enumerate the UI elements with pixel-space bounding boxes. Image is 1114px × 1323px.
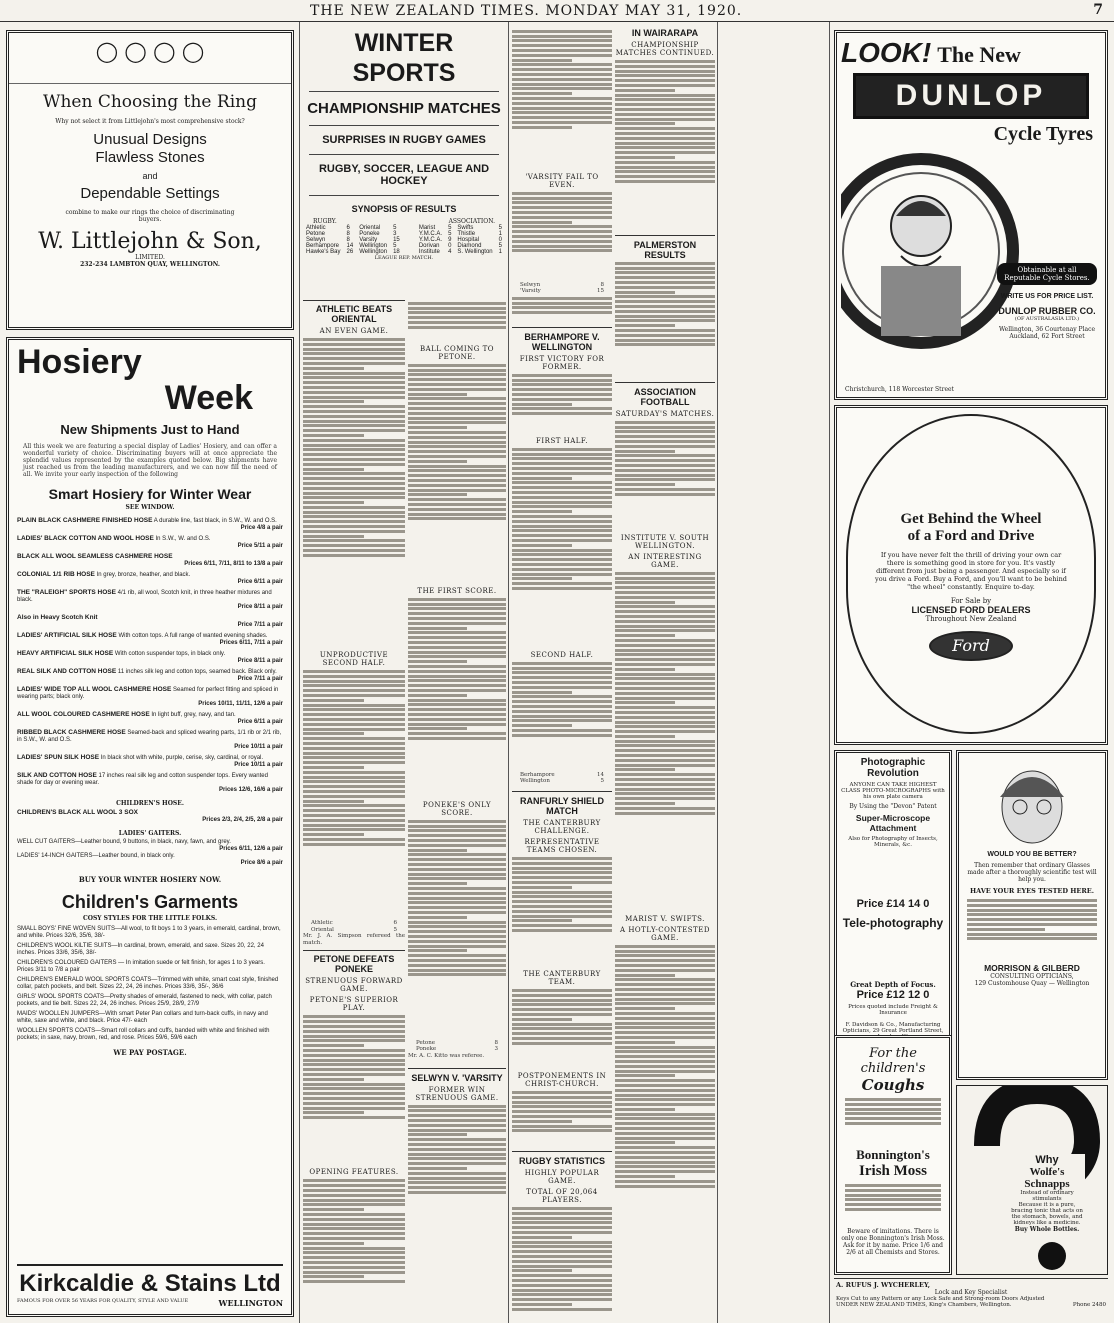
moss-brand-1: Bonnington's	[856, 1147, 930, 1162]
selwyn-final: Selwyn	[520, 281, 541, 288]
masthead	[0, 0, 1114, 22]
hosiery-item-desc: With cotton suspender tops, in black only.	[114, 651, 226, 657]
hosiery-item-desc: Seamed for perfect fitting and spliced in wearing parts; black only.	[17, 687, 279, 700]
body-text-block	[615, 572, 715, 912]
garment-item: MAIDS' WOOLLEN JUMPERS—With smart Peter Pan collars and turn-back cuffs, in navy and white, saxe and white, and black. Price 47/- each	[17, 1011, 268, 1024]
dunlop-addr-3: Auckland, 62 Fort Street	[1009, 333, 1085, 340]
result-cell: 5	[498, 243, 502, 249]
varsity-final: 'Varsity	[520, 288, 541, 295]
selwyn-sub: FORMER WIN STRENUOUS GAME.	[415, 1085, 499, 1102]
moss-tail: Beware of imitations. There is only one Bonnington's Irish Moss. Ask for it by name. Price 1/6 and 2/6 at all Chemists and Stores.	[841, 1228, 945, 1256]
dunlop-brand: DUNLOP	[853, 73, 1089, 119]
garment-item: WOOLLEN SPORTS COATS—Smart roll collars and cuffs, banded with white and finished with pockets; in saxe, navy, brown, red, and rose. Prices 59/6, 59/6 each	[17, 1028, 270, 1041]
hosiery-item	[17, 650, 283, 665]
locksmith-ad	[834, 1278, 1108, 1322]
result-cell: Oriental	[359, 225, 381, 231]
hosiery-item-name: LADIES' BLACK COTTON AND WOOL HOSE	[17, 535, 154, 542]
woman-portrait-illustration	[972, 757, 1092, 847]
page-number: 7	[1093, 2, 1104, 18]
schnapps-why: Why	[1035, 1154, 1059, 1166]
hosiery-item-price: Price 8/11 a pair	[237, 604, 283, 610]
hosiery-item	[17, 729, 283, 751]
result-cell: 8	[346, 237, 350, 243]
body-text-block	[615, 262, 715, 382]
ford-ad	[834, 405, 1108, 745]
winter-sports-title: WINTER SPORTS	[352, 29, 456, 87]
poneke-only-heading: PONEKE'S ONLY SCORE.	[422, 800, 492, 817]
body-text-block	[303, 670, 405, 920]
schnapps-because: Because it is a pure, bracing tonic that acts on the stomach, bowels, and kidneys like a medicine.	[1011, 1202, 1083, 1226]
store-tag: FAMOUS FOR OVER 56 YEARS FOR QUALITY, STYLE AND VALUE	[17, 1298, 189, 1304]
ring-line-4: Dependable Settings	[80, 185, 220, 202]
sports-column-a	[303, 300, 405, 1320]
result-cell: Selwyn	[306, 237, 326, 243]
glasses-ad	[956, 750, 1108, 1080]
hosiery-item	[17, 517, 283, 532]
ford-for-sale: For Sale by	[950, 597, 992, 605]
hosiery-week: Week	[164, 379, 253, 417]
result-cell: 5	[448, 231, 452, 237]
result-cell: Berhampore	[306, 243, 340, 249]
hosiery-item-desc: In S.W., W. and O.S.	[155, 536, 211, 542]
photo-price-1: Price £14 14 0	[856, 898, 930, 910]
berhampore-title: BERHAMPORE V. WELLINGTON	[512, 327, 612, 352]
result-cell: Y.M.C.A.	[418, 237, 443, 243]
moss-coughs: Coughs	[861, 1076, 925, 1094]
stats-title: RUGBY STATISTICS	[512, 1151, 612, 1166]
ball-coming-heading: BALL COMING TO PETONE.	[419, 344, 495, 361]
hosiery-item-desc: In light buff, grey, navy, and tan.	[151, 712, 236, 718]
hosiery-item-price: Price 4/8 a pair	[240, 525, 283, 531]
gaiter-2: LADIES' 14-INCH GAITERS—Leather bound, in black only.	[17, 853, 175, 859]
wairarapa-sub: CHAMPIONSHIP MATCHES CONTINUED.	[615, 41, 715, 57]
body-text-block	[512, 1207, 612, 1320]
body-text-block	[303, 1015, 405, 1165]
first-score-heading: THE FIRST SCORE.	[417, 586, 497, 595]
hosiery-item	[17, 754, 283, 769]
glasses-eyes: HAVE YOUR EYES TESTED HERE.	[969, 887, 1094, 895]
photo-using: By Using the "Devon" Patent	[849, 803, 937, 810]
hosiery-item-price: Price 10/11 a pair	[234, 762, 283, 768]
result-cell: 26	[346, 249, 354, 255]
hosiery-intro: All this week we are featuring a special display of Ladies' Hosiery, and can offer a wonderful variety of choice. Discriminating buyers will at once appreciate the splendid values represented by the examples quoted below. Big shipments have just reached us from the leading manufacturers, and we can now fill the need of all. We invite your early inspection of the following	[23, 443, 277, 478]
ford-h1: Get Behind the Wheel	[900, 511, 1042, 527]
assoc-results	[416, 225, 505, 255]
petone-final-score: 8	[494, 1039, 498, 1046]
ring-address: 232-234 LAMBTON QUAY, WELLINGTON.	[80, 261, 220, 268]
result-cell: 0	[498, 237, 502, 243]
locksmith-addr: UNDER NEW ZEALAND TIMES, King's Chambers, Wellington.	[836, 1302, 1012, 1308]
body-text-block	[512, 374, 612, 434]
hosiery-item-price: Price 6/11 a pair	[237, 579, 283, 585]
body-text-block	[967, 899, 1097, 959]
body-text-block	[512, 192, 612, 282]
body-text-block	[615, 421, 715, 531]
schnapps-ad	[956, 1085, 1108, 1275]
hosiery-item	[17, 589, 283, 611]
dunlop-addr-1: Christchurch, 118 Worcester Street	[845, 386, 954, 393]
hosiery-item	[17, 711, 283, 726]
hosiery-item-desc: 11 inches silk leg and cotton tops, seamed back. Black only.	[117, 669, 277, 675]
result-cell: Hospital	[457, 237, 480, 243]
varsity-fail-heading: 'VARSITY FAIL TO EVEN.	[525, 172, 599, 189]
dunlop-addr-2: Wellington, 36 Courtenay Place	[998, 326, 1095, 333]
dunlop-obtainable: Obtainable at all Reputable Cycle Stores.	[997, 263, 1097, 285]
garments-heading: Children's Garments	[61, 892, 239, 912]
result-cell: Hawke's Bay	[306, 249, 341, 255]
schnapps-wolfe: Wolfe's	[1029, 1166, 1065, 1178]
unproductive-heading: UNPRODUCTIVE SECOND HALF.	[319, 651, 389, 667]
hosiery-item-desc: Seamed-back and spliced wearing parts, 1/1 rib or 2/1 rib, in S.W., W. and O.S.	[17, 730, 282, 743]
photo-tele: Tele-photography	[842, 916, 944, 930]
ford-dealers: LICENSED FORD DEALERS	[911, 605, 1031, 615]
hosiery-item-desc: In grey, bronze, heather, and black.	[96, 572, 191, 578]
hosiery-item-price: Price 7/11 a pair	[237, 622, 283, 628]
result-cell: Petone	[306, 231, 326, 237]
locksmith-trade: Lock and Key Specialist	[934, 1289, 1008, 1296]
result-cell: Y.M.C.A.	[418, 231, 443, 237]
association-title: ASSOCIATION FOOTBALL	[615, 382, 715, 407]
photo-anyone: ANYONE CAN TAKE HIGHEST CLASS PHOTO-MICROGRAPHS with his own plate camera	[841, 782, 945, 800]
body-text-block	[408, 598, 506, 798]
childrens-item: CHILDREN'S BLACK ALL WOOL 3 SOX	[17, 809, 138, 816]
hosiery-item-desc: In black shot with white, purple, cerise, sky, cardinal, or royal.	[100, 755, 264, 761]
body-text-block	[303, 1179, 405, 1320]
result-cell: 14	[346, 243, 354, 249]
store-name: Kirkcaldie & Stains Ltd	[19, 1270, 281, 1297]
photo-attachment: Super-Microscope Attachment	[855, 813, 931, 833]
athletic-sub: AN EVEN GAME.	[319, 327, 389, 335]
hosiery-item-name: RIBBED BLACK CASHMERE HOSE	[17, 729, 126, 736]
result-cell: 3	[393, 231, 397, 237]
hosiery-title: Hosiery	[17, 343, 142, 381]
ring-line-3: and	[142, 171, 158, 181]
result-cell: 0	[448, 243, 452, 249]
wairarapa-title: IN WAIRARAPA	[631, 28, 699, 38]
hosiery-item-price: Prices 10/11, 11/11, 12/6 a pair	[198, 701, 283, 707]
hosiery-item-name: LADIES' SPUN SILK HOSE	[17, 754, 100, 761]
institute-heading: INSTITUTE V. SOUTH WELLINGTON.	[620, 533, 710, 550]
ring-firm: W. Littlejohn & Son,	[38, 229, 262, 254]
dunlop-company-sub: (OF AUSTRALASIA LTD.)	[1014, 316, 1080, 322]
hosiery-item-name: BLACK ALL WOOL SEAMLESS CASHMERE HOSE	[17, 553, 173, 560]
shipments-heading: New Shipments Just to Hand	[60, 422, 240, 437]
ford-body: If you have never felt the thrill of driving your own car there is something good in store for you. It's vastly different from just being a passenger. And especially so if you drive a Ford. Buy a Ford, and you'll want to be behind "the wheel" constantly. Enquire to-day.	[875, 551, 1067, 591]
sports-column-b	[408, 300, 506, 1320]
hosiery-item-name: COLONIAL 1/1 RIB HOSE	[17, 571, 95, 578]
body-text-block	[615, 60, 715, 235]
ring-limited: LIMITED.	[135, 254, 165, 261]
photo-price-2: Price £12 12 0	[856, 989, 930, 1001]
glasses-firm-sub: CONSULTING OPTICIANS,	[990, 973, 1074, 980]
masthead-title: THE NEW ZEALAND TIMES. MONDAY MAY 31, 1920.	[310, 3, 743, 19]
result-cell: Diamond	[457, 243, 482, 249]
result-cell: 5	[448, 225, 452, 231]
photo-also: Also for Photography of Insects, Minerals, &c.	[848, 836, 938, 848]
result-cell: 18	[393, 249, 400, 255]
gaiters-heading: LADIES' GAITERS.	[118, 830, 182, 837]
rugby-label: RUGBY.	[313, 218, 337, 225]
berhampore-sub: FIRST VICTORY FOR FORMER.	[519, 354, 605, 371]
photo-focus: Great Depth of Focus.	[850, 980, 936, 989]
garment-item: GIRLS' WOOL SPORTS COATS—Pretty shades of emerald, fastened to neck, with collar, patch pockets, and tie belt. Sizes 22, 24, 26 inches. Prices 25/9, 28/9, 27/9	[17, 994, 272, 1007]
stats-total: TOTAL OF 20,064 PLAYERS.	[526, 1187, 598, 1204]
referee-1: Mr. J. A. Simpson refereed the match.	[303, 933, 405, 946]
result-cell: Varsity	[359, 237, 378, 243]
second-half-heading: SECOND HALF.	[530, 650, 594, 659]
petone-title: PETONE DEFEATS PONEKE	[303, 950, 405, 974]
locksmith-name: A. RUFUS J. WYCHERLEY,	[836, 1281, 931, 1289]
hosiery-item-name: LADIES' WIDE TOP ALL WOOL CASHMERE HOSE	[17, 686, 172, 693]
varsity-final-score: 15	[597, 288, 604, 295]
garment-item: CHILDREN'S COLOURED GAITERS — In imitation suede or felt finish, for ages 1 to 3 years. Prices 3/11 to 7/8 a pair	[17, 960, 265, 973]
dunlop-write: WRITE US FOR PRICE LIST.	[1000, 293, 1094, 300]
hosiery-item-name: HEAVY ARTIFICIAL SILK HOSE	[17, 650, 114, 657]
petone-final: Petone	[416, 1039, 436, 1046]
moss-childrens: children's	[860, 1061, 926, 1076]
hosiery-item	[17, 614, 283, 629]
canterbury-heading: THE CANTERBURY TEAM.	[523, 969, 601, 986]
result-cell: Poneke	[359, 231, 380, 237]
palmerston-title: PALMERSTON RESULTS	[615, 235, 715, 260]
body-text-block	[845, 1098, 941, 1143]
sports-column-c	[512, 28, 612, 1320]
glasses-firm: MORRISON & GILBERD	[984, 963, 1080, 973]
pay-postage: WE PAY POSTAGE.	[113, 1048, 187, 1057]
childrens-hose-heading: CHILDREN'S HOSE.	[116, 800, 184, 807]
moss-for-the: For the	[869, 1046, 917, 1061]
hosiery-item-price: Price 6/11 a pair	[237, 719, 283, 725]
moss-brand-2: Irish Moss	[859, 1163, 927, 1179]
athletic-final-score: 6	[393, 920, 397, 926]
result-cell: Swifts	[457, 225, 474, 231]
ford-logo: Ford	[929, 631, 1013, 661]
photo-prices-note: Prices quoted include Freight & Insurance	[848, 1004, 938, 1016]
ranfurly-sub2: REPRESENTATIVE TEAMS CHOSEN.	[524, 837, 600, 854]
wellington-final-score: 5	[600, 778, 604, 785]
hosiery-item	[17, 686, 283, 708]
selwyn-title: SELWYN V. 'VARSITY	[408, 1068, 506, 1083]
hosiery-ad	[6, 337, 294, 1317]
photo-maker: F. Davidson & Co., Manufacturing Opticians, 29 Great Portland Street,	[842, 1022, 944, 1034]
buy-now: BUY YOUR WINTER HOSIERY NOW.	[78, 875, 222, 884]
saturdays-matches: SATURDAY'S MATCHES.	[615, 409, 715, 418]
hosiery-item	[17, 571, 283, 586]
body-text-block	[512, 857, 612, 967]
hosiery-item	[17, 632, 283, 647]
surprises-heading: SURPRISES IN RUGBY GAMES	[322, 134, 486, 146]
marist-sub: A HOTLY-CONTESTED GAME.	[620, 925, 710, 942]
ring-line-1: Unusual Designs	[93, 131, 207, 148]
body-text-block	[512, 297, 612, 327]
ranfurly-title: RANFURLY SHIELD MATCH	[512, 791, 612, 816]
hosiery-item-name: THE "RALEIGH" SPORTS HOSE	[17, 589, 116, 596]
ranfurly-sub: THE CANTERBURY CHALLENGE.	[523, 818, 601, 835]
hosiery-item-price: Price 10/11 a pair	[234, 744, 283, 750]
marist-heading: MARIST V. SWIFTS.	[625, 914, 705, 923]
locksmith-phone: Phone 2480	[1072, 1302, 1106, 1308]
dunlop-ad	[834, 30, 1108, 400]
result-cell: Athletic	[306, 225, 326, 231]
garment-item: CHILDREN'S WOOL KILTIE SUITS—In cardinal, brown, emerald, and saxe. Sizes 20, 22, 24 inches. Prices 33/6, 35/6, 38/-	[17, 943, 264, 956]
result-cell: 5	[498, 225, 502, 231]
body-text-block	[303, 338, 405, 648]
selwyn-final-score: 8	[600, 281, 604, 288]
result-cell: 15	[393, 237, 400, 243]
result-cell: 9	[448, 237, 452, 243]
berhampore-final: Berhampore	[520, 771, 555, 778]
hosiery-item-name: Also in Heavy Scotch Knit	[17, 614, 98, 621]
berhampore-final-score: 14	[597, 771, 604, 778]
hosiery-items	[17, 517, 283, 794]
hosiery-item-name: PLAIN BLACK CASHMERE FINISHED HOSE	[17, 517, 153, 524]
glasses-body: Then remember that ordinary Glasses made after a thoroughly scientific test will help you.	[967, 862, 1097, 883]
smart-hosiery-heading: Smart Hosiery for Winter Wear	[48, 486, 252, 502]
see-window: SEE WINDOW.	[125, 504, 175, 511]
result-cell: Marist	[418, 225, 436, 231]
result-cell: 5	[393, 225, 397, 231]
garment-items	[17, 926, 283, 1042]
poneke-final-score: 3	[494, 1046, 498, 1053]
championship-heading: CHAMPIONSHIP MATCHES	[307, 100, 501, 117]
codes-heading: RUGBY, SOCCER, LEAGUE AND HOCKEY	[318, 163, 490, 187]
result-cell: 5	[393, 243, 397, 249]
result-cell: Wellington	[359, 243, 388, 249]
childrens-price: Prices 2/3, 2/4, 2/5, 2/8 a pair	[202, 817, 283, 823]
glasses-headline: WOULD YOU BE BETTER?	[987, 851, 1077, 858]
photo-h1: Photographic Revolution	[860, 757, 926, 779]
result-cell: 8	[346, 231, 350, 237]
hosiery-item-price: Prices 12/6, 16/6 a pair	[218, 787, 283, 793]
assoc-label: ASSOCIATION.	[448, 218, 495, 225]
schnapps-instead: Instead of ordinary stimulants	[1020, 1190, 1074, 1202]
hosiery-item-price: Prices 6/11, 7/11, 8/11 to 13/8 a pair	[184, 561, 283, 567]
hosiery-item-desc: 17 inches real silk leg and cotton suspender tops. Every wanted shade for day or evening wear.	[17, 773, 268, 786]
ring-icon: ◯ ◯ ◯ ◯	[9, 33, 291, 84]
synopsis-heading: SYNOPSIS OF RESULTS	[351, 204, 457, 214]
ring-combine: combine to make our rings the choice of discriminating buyers.	[65, 209, 235, 223]
athletic-final: Athletic	[311, 920, 333, 926]
glasses-addr: 129 Customhouse Quay — Wellington	[974, 980, 1090, 987]
body-text-block	[512, 448, 612, 648]
garment-item: SMALL BOYS' FINE WOVEN SUITS—All wool, to fit boys 1 to 3 years, in emerald, cardinal, brown, and white. Prices 32/6, 35/6, 38/-	[17, 926, 281, 939]
result-cell: Wellington	[359, 249, 388, 255]
hosiery-item-name: REAL SILK AND COTTON HOSE	[17, 668, 117, 675]
body-text-block	[408, 1105, 506, 1235]
ford-throughout: Throughout New Zealand	[925, 615, 1017, 623]
petone-sub2: PETONE'S SUPERIOR PLAY.	[309, 996, 399, 1013]
first-half-heading: FIRST HALF.	[536, 436, 588, 445]
oriental-final-score: 5	[393, 926, 397, 933]
gaiter-2-price: Price 8/6 a pair	[240, 860, 283, 866]
hosiery-item	[17, 553, 283, 568]
schnapps-name: Schnapps	[1024, 1178, 1070, 1190]
ford-h2: of a Ford and Drive	[907, 528, 1035, 544]
oriental-final: Oriental	[311, 926, 334, 933]
cosy-styles: COSY STYLES FOR THE LITTLE FOLKS.	[82, 915, 218, 922]
hosiery-item-name: SILK AND COTTON HOSE	[17, 772, 97, 779]
body-text-block	[408, 364, 506, 584]
moss-ad	[834, 1035, 952, 1275]
hosiery-item	[17, 668, 283, 683]
ring-question: Why not select it from Littlejohn's most comprehensive stock?	[55, 118, 245, 125]
result-cell: 6	[346, 225, 350, 231]
hosiery-item-name: ALL WOOL COLOURED CASHMERE HOSE	[17, 711, 150, 718]
store-city: WELLINGTON	[218, 1298, 283, 1308]
body-text-block	[512, 989, 612, 1069]
referee-2: Mr. A. C. Kitto was referee.	[408, 1052, 485, 1059]
hosiery-item-price: Price 5/11 a pair	[237, 543, 283, 549]
result-cell: Dorivan	[418, 243, 440, 249]
rugby-results	[303, 225, 403, 255]
result-cell: 1	[498, 231, 502, 237]
hosiery-item-price: Price 8/11 a pair	[237, 658, 283, 664]
body-text-block	[408, 302, 506, 342]
body-text-block	[408, 820, 506, 1040]
dunlop-company: DUNLOP RUBBER CO.	[998, 306, 1096, 316]
petone-sub: STRENUOUS FORWARD GAME.	[305, 977, 403, 994]
body-text-block	[512, 30, 612, 170]
gaiter-1-price: Prices 6/11, 12/6 a pair	[219, 846, 283, 852]
body-text-block	[512, 662, 612, 772]
body-text-block	[615, 945, 715, 1285]
ring-headline: When Choosing the Ring	[43, 92, 257, 112]
postponements-heading: POSTPONEMENTS IN CHRIST-CHURCH.	[517, 1071, 607, 1088]
league-label: LEAGUE REP. MATCH.	[374, 255, 434, 261]
winter-sports-header	[303, 28, 505, 298]
athletic-title: ATHLETIC BEATS ORIENTAL	[303, 300, 405, 324]
opening-heading: OPENING FEATURES.	[309, 1168, 399, 1177]
stats-sub: HIGHLY POPULAR GAME.	[524, 1168, 600, 1185]
schnapps-buy: Buy Whole Bottles.	[1014, 1226, 1080, 1233]
hosiery-item-desc: 4/1 rib, all wool, Scotch knit, in three heather mixtures and black.	[17, 590, 272, 603]
photo-ad	[834, 750, 952, 1080]
hosiery-item	[17, 535, 283, 550]
ring-line-2: Flawless Stones	[95, 149, 205, 166]
result-cell: S. Wellington	[457, 249, 493, 255]
hosiery-item-price: Prices 6/11, 7/11 a pair	[219, 640, 283, 646]
hosiery-item	[17, 772, 283, 794]
result-cell: Institute	[418, 249, 440, 255]
result-cell: Thistle	[457, 231, 476, 237]
gaiter-1: WELL CUT GAITERS—Leather bound, 9 buttons, in black, navy, fawn, and grey.	[17, 839, 231, 845]
dunlop-the-new: The New	[937, 42, 1021, 67]
result-cell: 1	[498, 249, 502, 255]
hosiery-item-desc: A durable line, fast black, in S.W., W. and O.S.	[153, 518, 277, 524]
hosiery-item-price: Price 7/11 a pair	[237, 676, 283, 682]
locksmith-body: Keys Cut to any Pattern or any Lock Safe and Strong-room Doors Adjusted	[836, 1296, 1045, 1302]
ring-ad	[6, 30, 294, 330]
result-cell: 4	[448, 249, 452, 255]
poneke-final: Poneke	[416, 1046, 437, 1053]
wellington-final: Wellington	[520, 778, 550, 785]
body-text-block	[512, 1091, 612, 1151]
dunlop-cycle: Cycle Tyres	[993, 123, 1093, 145]
interesting-heading: AN INTERESTING GAME.	[628, 552, 702, 569]
body-text-block	[845, 1184, 941, 1224]
hosiery-item-desc: With cotton tops. A full range of wanted evening shades.	[118, 633, 268, 639]
garment-item: CHILDREN'S EMERALD WOOL SPORTS COATS—Trimmed with white, smart coat style, finished collar, patch pockets, and belt. Sizes 22, 24, 26 inches. Prices 33/6, 35/-, 36/6	[17, 977, 279, 990]
hosiery-item-name: LADIES' ARTIFICIAL SILK HOSE	[17, 632, 117, 639]
sports-column-d	[615, 28, 715, 1320]
dunlop-look: LOOK!	[841, 37, 932, 68]
